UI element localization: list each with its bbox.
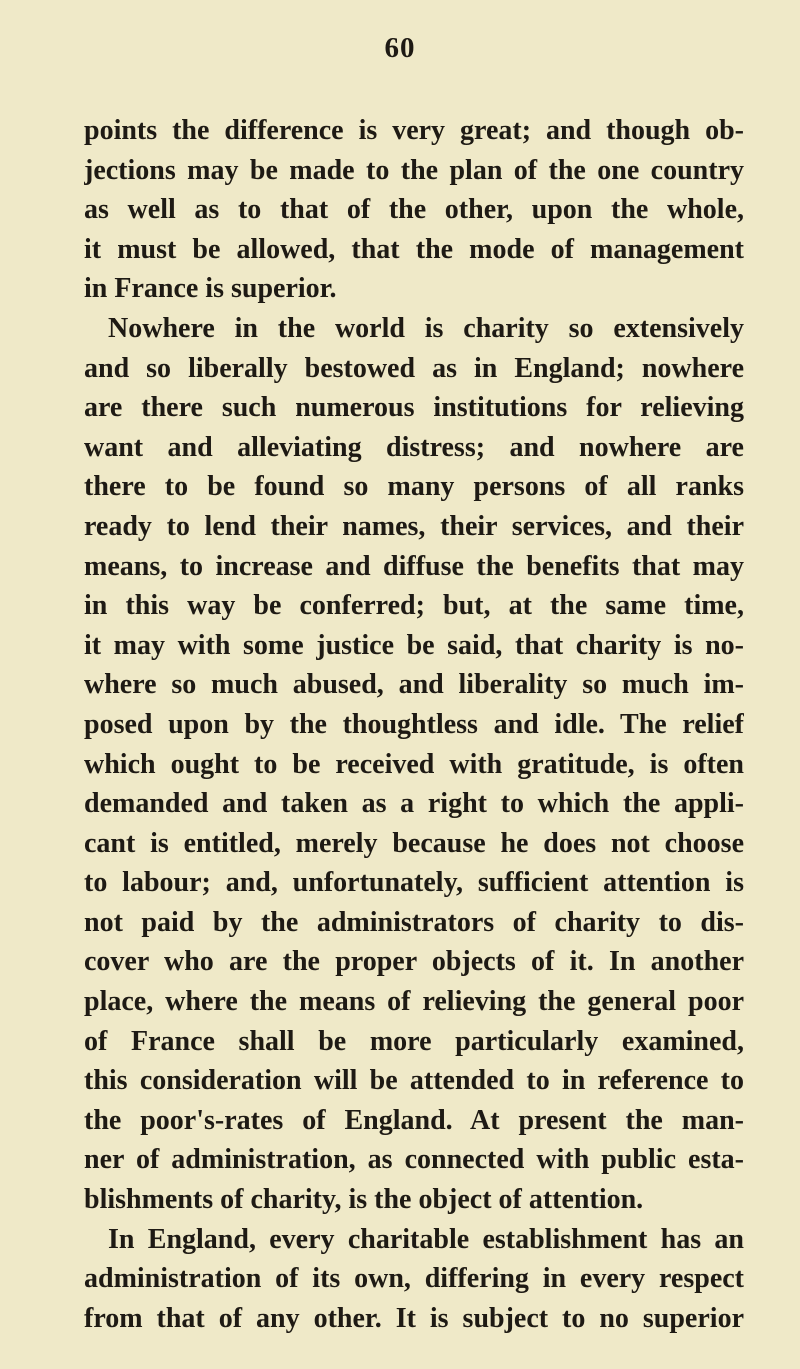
text-line: jections may be made to the plan of the one country: [84, 154, 744, 186]
text-line: the poor's-rates of England. At present the man-: [84, 1104, 744, 1136]
text-line: there to be found so many persons of all ranks: [84, 471, 744, 503]
text-line: of France shall be more particularly examined,: [84, 1025, 744, 1057]
body-text: [84, 111, 744, 1338]
page-number: 60: [384, 32, 416, 64]
text-line: blishments of charity, is the object of attention.: [84, 1184, 644, 1216]
text-line: not paid by the administrators of charity to dis-: [84, 906, 744, 938]
text-line: it must be allowed, that the mode of management: [84, 233, 744, 265]
text-line: administration of its own, differing in every respect: [84, 1263, 744, 1295]
text-line: ner of administration, as connected with public esta-: [84, 1144, 744, 1176]
text-line: cant is entitled, merely because he does not choose: [84, 827, 744, 859]
text-line: to labour; and, unfortunately, sufficient attention is: [84, 867, 744, 899]
text-line: and so liberally bestowed as in England; nowhere: [84, 352, 744, 384]
text-line: want and alleviating distress; and nowhere are: [84, 431, 744, 463]
text-line: demanded and taken as a right to which the appli-: [84, 788, 744, 820]
text-line: from that of any other. It is subject to no superior: [84, 1302, 744, 1334]
text-line: posed upon by the thoughtless and idle. The relief: [84, 708, 744, 740]
text-line: are there such numerous institutions for relieving: [84, 392, 744, 424]
text-line: ready to lend their names, their services, and their: [84, 510, 744, 542]
text-line: in this way be conferred; but, at the same time,: [84, 590, 744, 622]
text-line: it may with some justice be said, that charity is no-: [84, 629, 744, 661]
text-line: where so much abused, and liberality so much im-: [84, 669, 744, 701]
text-line: points the difference is very great; and though ob-: [84, 115, 744, 146]
text-line: cover who are the proper objects of it. In another: [84, 946, 744, 978]
text-line: In England, every charitable establishment has an: [108, 1223, 744, 1255]
text-line: this consideration will be attended to in reference to: [84, 1065, 744, 1097]
text-line: Nowhere in the world is charity so extensively: [108, 312, 744, 344]
text-line: means, to increase and diffuse the benefits that may: [84, 550, 744, 582]
text-line: place, where the means of relieving the general poor: [84, 986, 744, 1018]
text-line: in France is superior.: [84, 273, 337, 305]
text-line: which ought to be received with gratitude, is often: [84, 748, 744, 780]
text-line: as well as to that of the other, upon the whole,: [84, 194, 744, 226]
